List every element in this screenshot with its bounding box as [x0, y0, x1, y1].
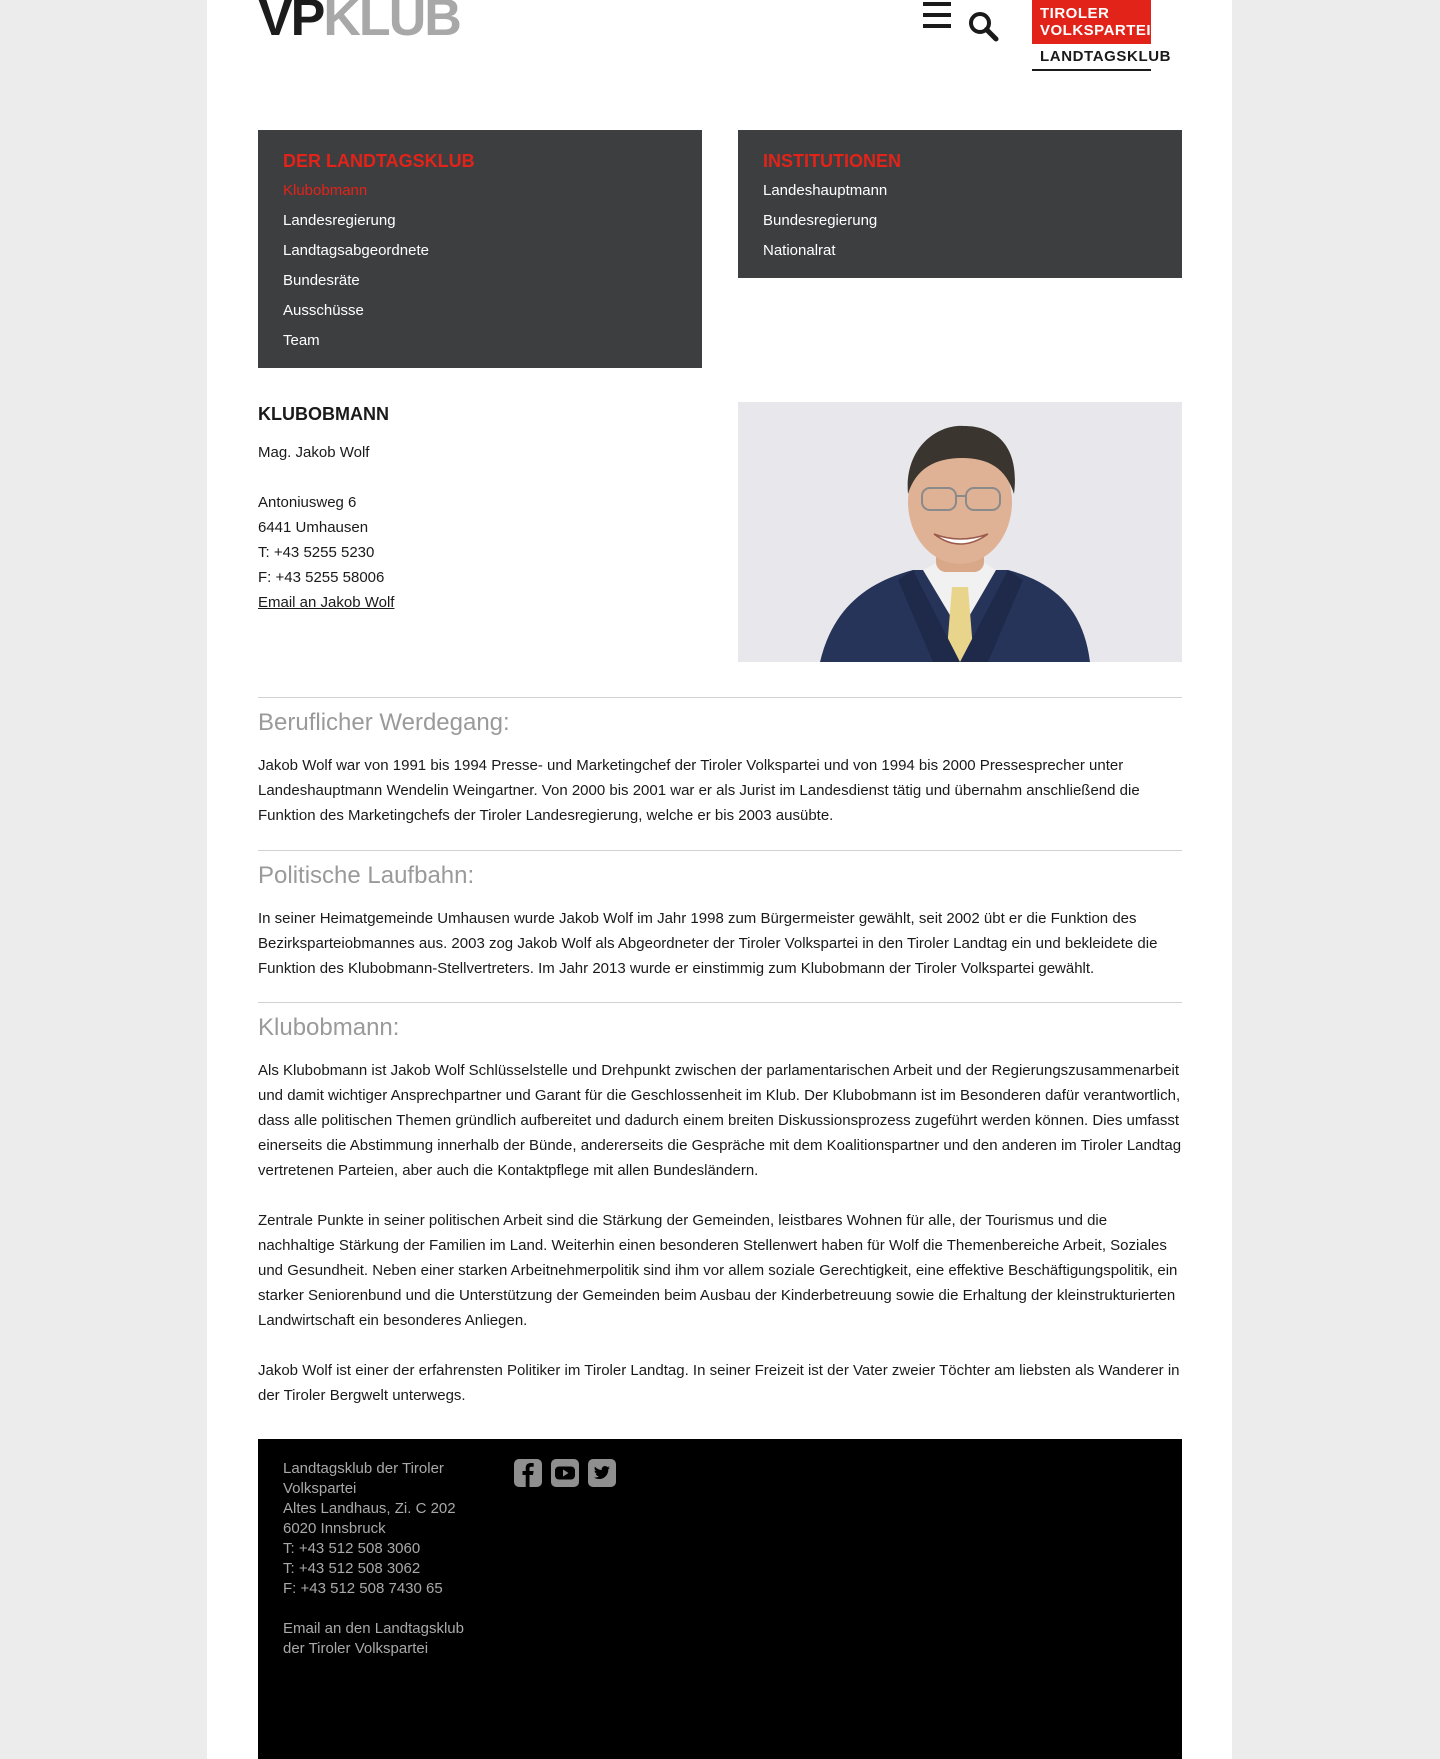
- nav-item-landesregierung[interactable]: Landesregierung: [283, 212, 396, 229]
- nav-item-ausschuesse[interactable]: Ausschüsse: [283, 302, 364, 319]
- profile-city: 6441 Umhausen: [258, 519, 369, 536]
- facebook-icon[interactable]: [514, 1459, 542, 1487]
- nav-item-bundesraete[interactable]: Bundesräte: [283, 272, 360, 289]
- nav-item-klubobmann[interactable]: Klubobmann: [283, 182, 368, 199]
- vpklub-logo[interactable]: [258, 0, 460, 47]
- section-klubobmann: [258, 1002, 1182, 1433]
- nav-item-landeshauptmann[interactable]: Landeshauptmann: [763, 182, 888, 199]
- profile-name: Mag. Jakob Wolf: [258, 444, 370, 461]
- badge-line1: TIROLER: [1040, 5, 1110, 22]
- footer-org: Landtagsklub der Tiroler Volkspartei: [283, 1460, 444, 1497]
- footer-city: 6020 Innsbruck: [283, 1520, 386, 1537]
- logo-klub: KLUB: [323, 0, 460, 47]
- party-badge-red: [1032, 0, 1151, 44]
- section-heading: Beruflicher Werdegang:: [258, 709, 510, 736]
- section-paragraph: Zentrale Punkte in seiner politischen Arbeit sind die Stärkung der Gemeinden, leistbares Wohnen für alle, der Tourismus und die nachhaltige Stärkung der Familien im Land. Weiterhin einen besonderen Stellenwert haben für Wolf die Themenbereiche Arbeit, Soziales und Gesundheit. Neben einer starken Arbeitnehmerpolitik sind ihm vor allem soziale Gerechtigkeit, eine effektive Beschäftigungspolitik, ein starker Seniorenbund und die Unterstützung der Gemeinden beim Ausbau der Kinderbetreuung sowie die Erhaltung der kleinstrukturierten Landwirtschaft ein besonderes Anliegen.: [258, 1212, 1178, 1329]
- nav-institutionen: [738, 130, 1182, 278]
- footer-phone2: T: +43 512 508 3062: [283, 1560, 421, 1577]
- nav-item-bundesregierung[interactable]: Bundesregierung: [763, 212, 878, 229]
- twitter-icon[interactable]: [588, 1459, 616, 1487]
- section-beruflicher-werdegang: [258, 697, 1182, 853]
- profile-fax: F: +43 5255 58006: [258, 569, 385, 586]
- footer-street: Altes Landhaus, Zi. C 202: [283, 1500, 456, 1517]
- nav-item-landtagsabgeordnete[interactable]: Landtagsabgeordnete: [283, 242, 429, 259]
- youtube-icon[interactable]: [551, 1459, 579, 1487]
- nav-heading[interactable]: DER LANDTAGSKLUB: [283, 151, 475, 171]
- party-badge[interactable]: [1032, 0, 1172, 71]
- section-paragraph: Jakob Wolf ist einer der erfahrensten Politiker im Tiroler Landtag. In seiner Freizeit ist der Vater zweier Töchter am liebsten als Wanderer in der Tiroler Bergwelt unterwegs.: [258, 1362, 1180, 1404]
- nav-item-nationalrat[interactable]: Nationalrat: [763, 242, 836, 259]
- nav-der-landtagsklub: [258, 130, 702, 368]
- footer: [258, 1439, 1182, 1759]
- footer-fax: F: +43 512 508 7430 65: [283, 1580, 443, 1597]
- section-paragraph: In seiner Heimatgemeinde Umhausen wurde Jakob Wolf im Jahr 1998 zum Bürgermeister gewählt, seit 2002 übt er die Funktion des Bezirksparteiobmannes aus. 2003 zog Jakob Wolf als Abgeordneter der Tiroler Volkspartei in den Tiroler Landtag ein und bekleidete die Funktion des Klubobmann-Stellvertreters. Im Jahr 2013 wurde er einstimmig zum Klubobmann der Tiroler Volkspartei gewählt.: [258, 910, 1158, 977]
- badge-line2: VOLKSPARTEI: [1040, 22, 1152, 39]
- search-icon[interactable]: [967, 10, 999, 42]
- footer-phone1: T: +43 512 508 3060: [283, 1540, 421, 1557]
- logo-vp: VP: [258, 0, 324, 47]
- section-heading: Politische Laufbahn:: [258, 862, 475, 889]
- portrait-photo: [738, 402, 1182, 662]
- profile-email-link[interactable]: Email an Jakob Wolf: [258, 594, 395, 611]
- badge-line3: LANDTAGSKLUB: [1032, 44, 1151, 71]
- nav-item-team[interactable]: Team: [283, 332, 320, 349]
- footer-address: [283, 1459, 473, 1659]
- profile-phone: T: +43 5255 5230: [258, 544, 375, 561]
- nav-heading[interactable]: INSTITUTIONEN: [763, 151, 901, 171]
- menu-icon[interactable]: [921, 0, 953, 32]
- profile-contact: [258, 440, 394, 615]
- section-politische-laufbahn: [258, 850, 1182, 1006]
- footer-email-link[interactable]: Email an den Landtagsklub der Tiroler Volkspartei: [283, 1620, 464, 1657]
- section-paragraph: Jakob Wolf war von 1991 bis 1994 Presse- und Marketingchef der Tiroler Volkspartei und von 1994 bis 2000 Pressesprecher unter Landeshauptmann Wendelin Weingartner. Von 2000 bis 2001 war er als Jurist im Landesdienst tätig und übernahm anschließend die Funktion des Marketingchefs der Tiroler Landesregierung, welche er bis 2003 ausübte.: [258, 757, 1140, 824]
- section-heading: Klubobmann:: [258, 1014, 400, 1041]
- profile-title: KLUBOBMANN: [258, 404, 389, 424]
- page: [207, 0, 1232, 1759]
- profile-street: Antoniusweg 6: [258, 494, 357, 511]
- section-paragraph: Als Klubobmann ist Jakob Wolf Schlüsselstelle und Drehpunkt zwischen der parlamentarischen Arbeit und der Regierungszusammenarbeit und damit wichtiger Ansprechpartner und Garant für die Geschlossenheit im Klub. Der Klubobmann ist im Besonderen dafür verantwortlich, dass alle politischen Themen gründlich aufbereitet und dadurch einem breiten Diskussionsprozess zugeführt werden können. Dies umfasst einerseits die Abstimmung innerhalb der Bünde, andererseits die Gespräche mit dem Koalitionspartner und den anderen im Tiroler Landtag vertretenen Parteien, aber auch die Kontaktpflege mit allen Bundesländern.: [258, 1062, 1182, 1179]
